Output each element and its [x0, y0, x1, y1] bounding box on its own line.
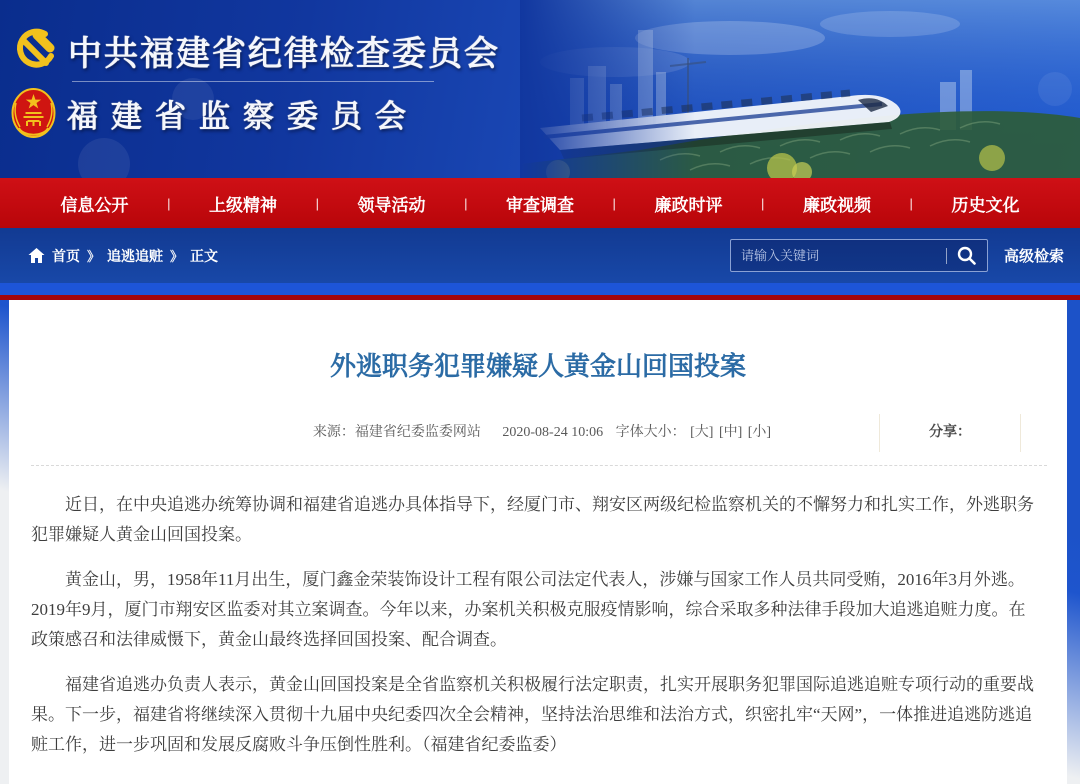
site-title-line1: 中共福建省纪律检查委员会: [68, 35, 500, 73]
nav-item-leader-activities[interactable]: 领导活动: [357, 195, 426, 215]
share-label[interactable]: 分享：: [879, 414, 1021, 452]
article-source: 来源：福建省纪委监委网站: [312, 425, 481, 440]
decor-dot: [1038, 72, 1072, 106]
font-size-large-button[interactable]: [大]: [690, 425, 714, 440]
search-input[interactable]: [731, 240, 946, 271]
nav-separator: |: [761, 195, 765, 211]
site-title-line2: 福建省监察委员会: [67, 98, 419, 134]
party-emblem-icon: [10, 27, 58, 75]
article-body: [9, 466, 1067, 760]
nav-item-integrity-commentary[interactable]: 廉政时评: [654, 195, 723, 215]
decor-dot: [78, 138, 130, 178]
breadcrumb-separator: 》: [170, 249, 184, 264]
search-box: [730, 239, 988, 272]
article-title: 外逃职务犯罪嫌疑人黄金山回国投案: [329, 351, 746, 381]
header-photo-train: [520, 0, 1080, 178]
font-size-label: 字体大小：: [615, 425, 686, 440]
breadcrumb-bar: [0, 228, 1080, 283]
nav-separator: |: [464, 195, 468, 211]
nav-separator: |: [612, 195, 616, 211]
national-emblem-icon: [10, 87, 57, 139]
article-paragraph: 福建省追逃办负责人表示，黄金山回国投案是全省监察机关积极履行法定职责，扎实开展职务犯罪国际追逃追赃专项行动的重要战果。下一步，福建省将继续深入贯彻十九届中央纪委四次全会精神，坚持法治思维和法治方式，织密扎牢“天网”，一体推进追逃防逃追赃工作，进一步巩固和发展反腐败斗争压倒性胜利。（福建省纪委监委）: [31, 675, 1034, 754]
nav-item-superior-spirit[interactable]: 上级精神: [209, 195, 278, 215]
article-meta: [9, 421, 1067, 445]
site-header: [0, 0, 1080, 178]
home-icon: [28, 248, 45, 264]
search-icon: [957, 246, 976, 265]
advanced-search-link[interactable]: 高级检索: [1003, 248, 1064, 265]
nav-separator: |: [909, 195, 913, 211]
site-brand: [10, 26, 500, 139]
breadcrumb-current: 正文: [190, 247, 219, 264]
nav-separator: |: [315, 195, 319, 211]
nav-item-history-culture[interactable]: 历史文化: [951, 195, 1020, 215]
nav-item-integrity-video[interactable]: 廉政视频: [802, 195, 871, 215]
breadcrumb-home[interactable]: 首页: [52, 247, 80, 264]
article-paragraph: 黄金山，男，1958年11月出生，厦门鑫金荣装饰设计工程有限公司法定代表人，涉嫌与国家工作人员共同受贿，2016年3月外逃。2019年9月，厦门市翔安区监委对其立案调查。今年以来，办案机关积极克服疫情影响，综合采取多种法律手段加大追逃追赃力度。在政策感召和法律威慑下，黄金山最终选择回国投案、配合调查。: [31, 570, 1026, 649]
breadcrumb-section[interactable]: 追逃追赃: [107, 247, 164, 264]
nav-item-info-disclosure[interactable]: 信息公开: [60, 195, 129, 215]
breadcrumb-separator: 》: [87, 249, 101, 264]
article-paragraph: 近日，在中央追逃办统筹协调和福建省追逃办具体指导下，经厦门市、翔安区两级纪检监察机关的不懈努力和扎实工作，外逃职务犯罪嫌疑人黄金山回国投案。: [31, 495, 1034, 544]
article-card: [9, 300, 1067, 784]
article-datetime: 2020-08-24 10:06: [502, 425, 604, 440]
main-nav: [0, 178, 1080, 228]
red-separator-line: [0, 295, 1080, 300]
nav-item-review-investigation[interactable]: 审查调查: [506, 195, 574, 215]
brand-divider: [72, 81, 434, 82]
blue-strip: [0, 283, 1080, 295]
search-zone: [730, 239, 1064, 272]
nav-separator: |: [167, 195, 171, 211]
font-size-medium-button[interactable]: [中]: [718, 425, 743, 440]
search-button[interactable]: [947, 240, 987, 271]
font-size-small-button[interactable]: [小]: [747, 425, 772, 440]
